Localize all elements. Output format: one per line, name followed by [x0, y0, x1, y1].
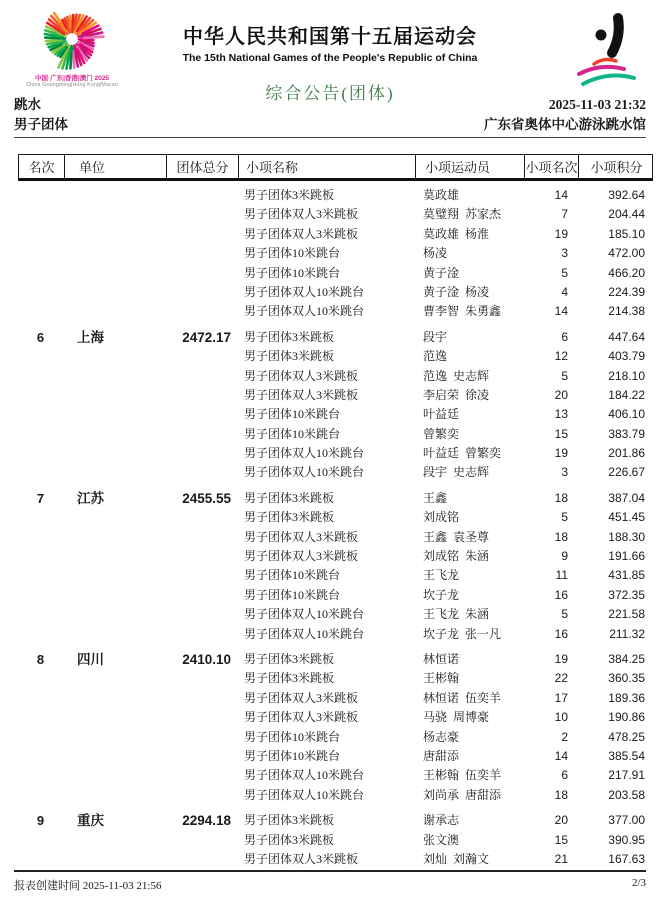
event-points-cell: 214.38: [608, 304, 645, 319]
result-row: [18, 811, 653, 830]
result-row: [18, 786, 653, 805]
athletes-cell: 李启荣 徐凌: [423, 387, 490, 402]
result-row: [18, 463, 653, 482]
result-row: [18, 367, 653, 386]
event-points-cell: 451.45: [608, 510, 645, 525]
event-name-cell: 男子团体双人10米跳台: [244, 626, 365, 641]
event-name-cell: 男子团体3米跳板: [244, 188, 335, 202]
event-points-cell: 185.10: [608, 226, 645, 241]
event-rank-cell: 11: [555, 568, 568, 583]
event-points-cell: 191.66: [608, 549, 645, 564]
meta-block: [14, 95, 646, 138]
athletes-cell: 马骁 周博豪: [423, 710, 490, 725]
event-name-cell: 男子团体10米跳台: [244, 568, 341, 583]
result-row: [18, 444, 653, 463]
event-points-cell: 204.44: [608, 207, 645, 222]
event-name-cell: 男子团体双人10米跳台: [244, 768, 365, 783]
bulletin-subtitle: 综合公告(团体): [265, 84, 395, 103]
athletes-cell: 王飞龙 朱涵: [423, 607, 490, 622]
athletes-cell: 王彬翰 伍奕羊: [423, 768, 502, 783]
footer-created-time: 报表创建时间 2025-11-03 21:56: [14, 880, 162, 892]
athletes-cell: 刘成铭 朱涵: [423, 549, 490, 564]
athletes-cell: 莫璧翔 苏家杰: [423, 207, 502, 222]
event-rank-cell: 6: [561, 768, 568, 783]
event-rank-cell: 6: [561, 329, 568, 344]
result-row: [18, 386, 653, 405]
result-row: [18, 186, 653, 205]
event-points-cell: 478.25: [608, 729, 645, 744]
event-points-cell: 385.54: [608, 748, 645, 763]
sport-label: 跳水: [14, 97, 41, 112]
event-rank-cell: 14: [554, 188, 568, 202]
col-athletes: 小项运动员: [415, 155, 524, 178]
event-name-cell: 男子团体双人10米跳台: [244, 465, 365, 480]
athletes-cell: 刘成铭: [423, 510, 460, 525]
result-row: [18, 405, 653, 424]
event-rank-cell: 16: [554, 587, 568, 602]
event-points-cell: 387.04: [608, 490, 645, 505]
event-rank-cell: 19: [554, 651, 568, 666]
firework-logo-icon: [20, 5, 124, 75]
event-rank-cell: 15: [554, 832, 568, 847]
athletes-cell: 莫政雄 杨淮: [423, 226, 490, 241]
event-rank-cell: 20: [554, 387, 568, 402]
result-row: [18, 489, 653, 508]
result-row: [18, 766, 653, 785]
event-rank-cell: 5: [561, 607, 568, 622]
event-points-cell: 167.63: [608, 851, 645, 866]
page-title: 中华人民共和国第十五届运动会: [183, 26, 477, 48]
athletes-cell: 黄子淦: [423, 265, 460, 280]
unit-group: [18, 650, 653, 805]
event-rank-cell: 20: [554, 813, 568, 828]
event-points-cell: 217.91: [608, 768, 645, 783]
event-name-cell: 男子团体3米跳板: [244, 490, 335, 505]
event-points-cell: 472.00: [608, 246, 645, 261]
athletes-cell: 范逸 史志辉: [423, 368, 490, 383]
result-row: [18, 244, 653, 263]
athletes-cell: 段宇 史志辉: [423, 465, 490, 480]
athletes-cell: 曾繁奕: [423, 426, 460, 441]
result-row: [18, 425, 653, 444]
event-name-cell: 男子团体双人10米跳台: [244, 607, 365, 622]
event-name-cell: 男子团体10米跳台: [244, 426, 341, 441]
team-total-cell: 2455.55: [182, 490, 231, 506]
athletes-cell: 刘尚承 唐甜添: [423, 787, 502, 802]
rank-cell: 6: [36, 329, 45, 345]
athletes-cell: 谢承志: [423, 813, 460, 828]
athletes-cell: 段宇: [423, 329, 448, 344]
logo-caption-en: China·Guangdong|Hong Kong|Macau: [26, 82, 118, 88]
event-points-cell: 221.58: [608, 607, 645, 622]
athletes-cell: 张文澳: [423, 832, 460, 847]
event-rank-cell: 9: [561, 549, 568, 564]
result-row: [18, 831, 653, 850]
unit-cell: 四川: [77, 651, 104, 667]
team-total-cell: 2472.17: [182, 329, 231, 345]
event-rank-cell: 18: [554, 787, 568, 802]
event-points-cell: 201.86: [608, 446, 645, 461]
col-event-rank: 小项名次: [524, 155, 578, 178]
event-name-cell: 男子团体双人10米跳台: [244, 284, 365, 299]
event-points-cell: 383.79: [608, 426, 645, 441]
result-row: [18, 586, 653, 605]
result-row: [18, 728, 653, 747]
event-name-cell: 男子团体双人3米跳板: [244, 529, 359, 544]
event-name-cell: 男子团体3米跳板: [244, 329, 335, 344]
col-event-pts: 小项积分: [578, 155, 654, 178]
athletes-cell: 王鑫 袁圣尊: [423, 529, 490, 544]
event-name-cell: 男子团体10米跳台: [244, 407, 341, 422]
result-row: [18, 528, 653, 547]
diving-pictogram-icon: [570, 8, 652, 101]
page-footer: [14, 870, 646, 893]
event-name-cell: 男子团体双人3米跳板: [244, 387, 359, 402]
event-name-cell: 男子团体双人10米跳台: [244, 446, 365, 461]
event-name-cell: 男子团体3米跳板: [244, 813, 335, 828]
event-name-cell: 男子团体双人3米跳板: [244, 690, 359, 705]
event-name-cell: 男子团体双人3米跳板: [244, 226, 359, 241]
event-rank-cell: 3: [561, 465, 568, 480]
event-rank-cell: 5: [561, 265, 568, 280]
event-points-cell: 211.32: [609, 626, 645, 641]
event-points-cell: 203.58: [608, 787, 645, 802]
event-name-cell: 男子团体双人10米跳台: [244, 304, 365, 319]
event-rank-cell: 18: [554, 529, 568, 544]
event-rank-cell: 21: [554, 851, 568, 866]
athletes-cell: 黄子淦 杨凌: [423, 284, 490, 299]
page-title-en: The 15th National Games of the People's Republic of China: [182, 52, 478, 64]
result-row: [18, 302, 653, 321]
athletes-cell: 莫政雄: [423, 188, 460, 202]
athletes-cell: 杨志豪: [423, 729, 460, 744]
event-name-cell: 男子团体3米跳板: [244, 832, 335, 847]
title-block: [125, 20, 535, 104]
event-points-cell: 224.39: [608, 284, 645, 299]
result-row: [18, 625, 653, 644]
event-points-cell: 188.30: [608, 529, 645, 544]
event-name-cell: 男子团体3米跳板: [244, 349, 335, 364]
event-name-cell: 男子团体3米跳板: [244, 510, 335, 525]
event-rank-cell: 3: [561, 246, 568, 261]
result-row: [18, 566, 653, 585]
event-name-cell: 男子团体10米跳台: [244, 265, 341, 280]
event-name-cell: 男子团体双人3米跳板: [244, 851, 359, 866]
rank-cell: 7: [36, 490, 45, 506]
event-points-cell: 431.85: [608, 568, 645, 583]
event-rank-cell: 5: [561, 368, 568, 383]
logo-caption-cn: 中国·广东|香港|澳门 2025: [34, 75, 110, 82]
athletes-cell: 坎子龙 张一凡: [423, 626, 502, 641]
athletes-cell: 曹李智 朱勇鑫: [423, 304, 502, 319]
team-total-cell: 2410.10: [182, 651, 231, 667]
event-name-cell: 男子团体双人3米跳板: [244, 368, 359, 383]
event-rank-cell: 15: [554, 426, 568, 441]
result-row: [18, 708, 653, 727]
unit-group: [18, 489, 653, 644]
event-name-cell: 男子团体双人3米跳板: [244, 710, 359, 725]
event-points-cell: 384.25: [608, 651, 645, 666]
event-rank-cell: 19: [554, 446, 568, 461]
event-rank-cell: 14: [554, 304, 568, 319]
result-row: [18, 669, 653, 688]
event-rank-cell: 14: [554, 748, 568, 763]
athletes-cell: 叶益廷: [423, 407, 460, 422]
event-points-cell: 372.35: [608, 587, 645, 602]
event-rank-cell: 22: [554, 671, 568, 686]
event-name-cell: 男子团体10米跳台: [244, 729, 341, 744]
event-name-cell: 男子团体10米跳台: [244, 748, 341, 763]
event-rank-cell: 2: [561, 729, 568, 744]
page-number: 2/3: [631, 877, 646, 889]
event-points-cell: 392.64: [608, 188, 645, 202]
event-points-cell: 360.35: [608, 671, 645, 686]
report-datetime: 2025-11-03 21:32: [548, 97, 646, 112]
event-points-cell: 189.36: [608, 690, 645, 705]
event-label: 男子团体: [14, 117, 68, 132]
result-row: [18, 225, 653, 244]
result-row: [18, 283, 653, 302]
athletes-cell: 叶益廷 曾繁奕: [423, 446, 502, 461]
event-points-cell: 377.00: [608, 813, 645, 828]
rank-cell: 8: [36, 651, 45, 667]
result-row: [18, 328, 653, 347]
result-row: [18, 850, 653, 869]
event-points-cell: 218.10: [608, 368, 645, 383]
athletes-cell: 王彬翰: [423, 671, 460, 686]
unit-group: [18, 811, 653, 869]
games-logo: [13, 5, 131, 89]
event-name-cell: 男子团体双人3米跳板: [244, 549, 359, 564]
event-points-cell: 190.86: [608, 710, 645, 725]
event-rank-cell: 7: [561, 207, 568, 222]
event-points-cell: 466.20: [608, 265, 645, 280]
athletes-cell: 林恒诺 伍奕羊: [423, 690, 502, 705]
table-header-row: [18, 154, 653, 181]
event-points-cell: 403.79: [608, 349, 645, 364]
results-table: [18, 154, 653, 869]
event-rank-cell: 18: [554, 490, 568, 505]
result-row: [18, 547, 653, 566]
unit-cell: 重庆: [77, 813, 104, 829]
event-name-cell: 男子团体10米跳台: [244, 587, 341, 602]
result-row: [18, 689, 653, 708]
result-row: [18, 205, 653, 224]
result-row: [18, 264, 653, 283]
event-name-cell: 男子团体双人10米跳台: [244, 787, 365, 802]
unit-cell: 上海: [77, 329, 104, 345]
event-rank-cell: 12: [554, 349, 568, 364]
result-row: [18, 650, 653, 669]
event-name-cell: 男子团体3米跳板: [244, 671, 335, 686]
athletes-cell: 唐甜添: [423, 748, 460, 763]
event-points-cell: 390.95: [608, 832, 645, 847]
event-rank-cell: 16: [554, 626, 568, 641]
result-row: [18, 605, 653, 624]
result-row: [18, 747, 653, 766]
event-points-cell: 226.67: [608, 465, 645, 480]
athletes-cell: 范逸: [423, 349, 448, 364]
event-rank-cell: 4: [561, 284, 568, 299]
event-rank-cell: 19: [554, 226, 568, 241]
athletes-cell: 王鑫: [423, 490, 448, 505]
athletes-cell: 林恒诺: [423, 651, 460, 666]
event-name-cell: 男子团体双人3米跳板: [244, 207, 359, 222]
col-unit: 单位: [64, 155, 166, 178]
unit-group: [18, 328, 653, 483]
col-rank: 名次: [28, 160, 55, 175]
col-team-total: 团体总分: [166, 155, 238, 178]
event-name-cell: 男子团体3米跳板: [244, 651, 335, 666]
table-body: [18, 186, 653, 869]
athletes-cell: 杨凌: [423, 246, 448, 261]
venue-label: 广东省奥体中心游泳跳水馆: [484, 117, 646, 132]
event-name-cell: 男子团体10米跳台: [244, 246, 341, 261]
col-event-name: 小项名称: [238, 155, 415, 178]
unit-group: [18, 186, 653, 322]
athletes-cell: 刘灿 刘瀚文: [423, 851, 490, 866]
unit-cell: 江苏: [77, 490, 104, 506]
event-rank-cell: 5: [561, 510, 568, 525]
event-rank-cell: 10: [554, 710, 568, 725]
event-points-cell: 447.64: [608, 329, 645, 344]
result-row: [18, 508, 653, 527]
team-total-cell: 2294.18: [182, 813, 231, 829]
event-rank-cell: 13: [554, 407, 568, 422]
event-points-cell: 406.10: [608, 407, 645, 422]
event-rank-cell: 17: [554, 690, 568, 705]
athletes-cell: 坎子龙: [423, 587, 460, 602]
event-points-cell: 184.22: [608, 387, 645, 402]
rank-cell: 9: [36, 813, 45, 829]
athletes-cell: 王飞龙: [423, 568, 460, 583]
result-row: [18, 347, 653, 366]
